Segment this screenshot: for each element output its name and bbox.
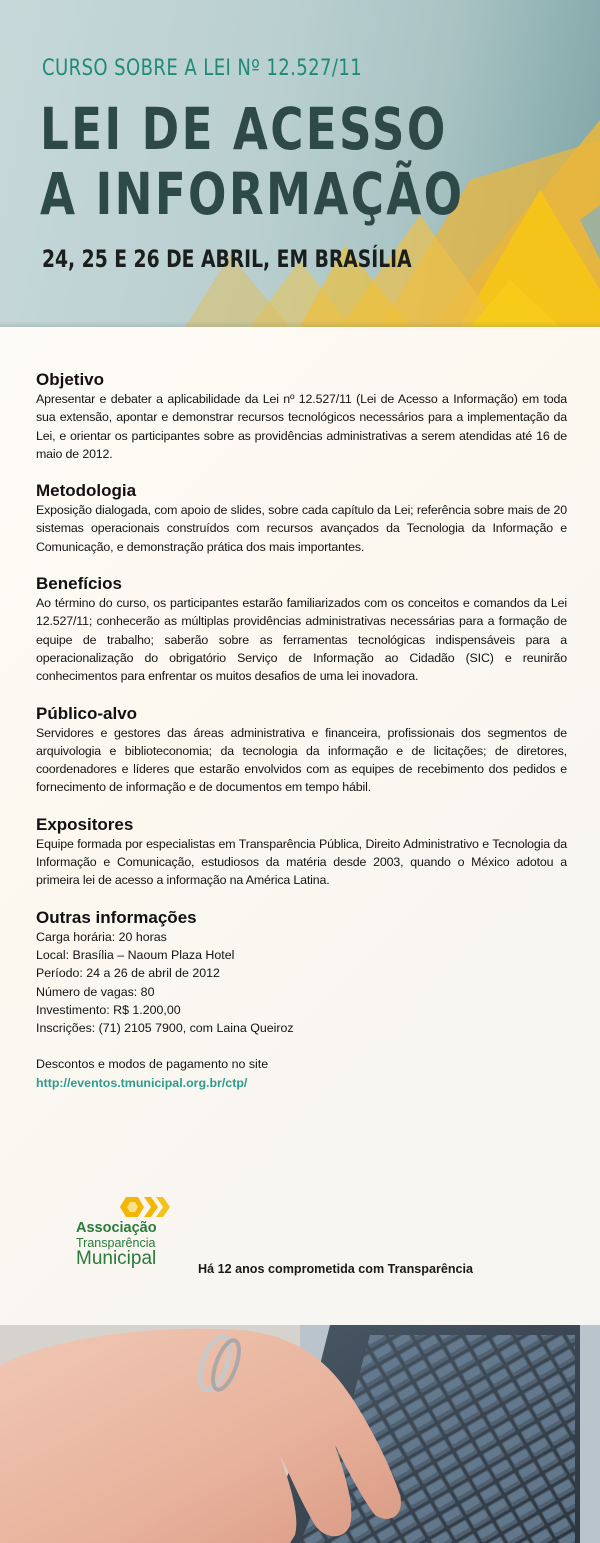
course-details (36, 370, 567, 1110)
chevron-arrows-logo-icon (120, 1196, 172, 1218)
info-location: Local: Brasília – Naoum Plaza Hotel (36, 947, 235, 962)
section-heading: Público-alvo (36, 703, 138, 723)
logo-text-line-3: Municipal (76, 1248, 157, 1269)
section-metodologia (36, 481, 567, 556)
page-title-line-1: LEI DE ACESSO (40, 95, 448, 163)
hand-typing-on-keyboard-photo (0, 1325, 600, 1543)
tagline: Há 12 anos comprometida com Transparência (198, 1262, 474, 1276)
section-body: Exposição dialogada, com apoio de slides, sobre cada capítulo da Lei; referência sobre mais de 20 sistemas operacionais construídos com recursos avançados da Tecnologia da Informação e Comunicação, e demonstração prática dos mais importantes. (36, 503, 567, 554)
section-heading: Objetivo (36, 370, 105, 389)
info-registration: Inscrições: (71) 2105 7900, com Laina Queiroz (36, 1021, 294, 1036)
event-date: 24, 25 E 26 DE ABRIL, EM BRASÍLIA (42, 245, 412, 273)
info-price: Investimento: R$ 1.200,00 (36, 1002, 181, 1017)
logo-text-line-1: Associação (76, 1220, 157, 1236)
info-period: Período: 24 a 26 de abril de 2012 (36, 966, 220, 981)
section-body: Servidores e gestores das áreas administrativa e financeira, profissionais dos segmentos de arquivologia e biblioteconomia; da tecnologia da informação e de licitações; de diretores, coordenadores e líderes que estarão envolvidos com as equipes de recebimento dos pedidos e fornecimento de informação e de documentos em tempo hábil. (36, 725, 567, 795)
info-list (36, 928, 567, 1038)
photo-illustration (0, 1325, 600, 1543)
payment-link[interactable]: http://eventos.tmunicipal.org.br/ctp/ (36, 1075, 248, 1090)
section-expositores (36, 815, 567, 890)
section-publico-alvo (36, 704, 567, 797)
section-body: Equipe formada por especialistas em Transparência Pública, Direito Administrativo e Tecnologia da Informação e Comunicação, estudiosos da matéria desde 2003, quando o México adotou a primeira lei de acesso a informação na América Latina. (36, 836, 567, 888)
page-title-line-2: A INFORMAÇÃO (40, 160, 465, 228)
payment-info (36, 1055, 567, 1092)
info-seats: Número de vagas: 80 (36, 984, 155, 999)
section-heading: Metodologia (36, 481, 137, 501)
header-divider (0, 321, 600, 327)
section-objetivo (36, 370, 567, 463)
logo-associacao-transparencia-municipal (76, 1196, 186, 1276)
section-heading: Outras informações (36, 907, 197, 927)
section-beneficios (36, 574, 567, 685)
info-workload: Carga horária: 20 horas (36, 929, 167, 944)
section-body: Ao término do curso, os participantes estarão familiarizados com os conceitos e comandos da Lei 12.527/11; conhecerão as múltiplas providências administrativas necessárias para a formação de equipe de trabalho; saberão sobre as ferramentas tecnológicas indispensáveis para a operacionalização do obrigatório Serviço de Informação ao Cidadão (SIC) e reunirão conhecimentos para enfrentar os muitos desafios de uma lei inovadora. (36, 596, 567, 684)
logo-text-line-2: Transparência (76, 1236, 156, 1250)
section-outras-informacoes (36, 908, 567, 1092)
course-subtitle: CURSO SOBRE A LEI Nº 12.527/11 (42, 56, 363, 81)
section-heading: Benefícios (36, 574, 122, 594)
payment-note: Descontos e modos de pagamento no site (36, 1057, 269, 1072)
section-body: Apresentar e debater a aplicabilidade da Lei nº 12.527/11 (Lei de Acesso a Informação) em toda sua extensão, apontar e demonstrar recursos tecnológicos necessários para a implementação da Lei, e orientar os participantes sobre as providências administrativas a serem atendidas até 16 de maio de 2012. (36, 392, 567, 461)
section-heading: Expositores (36, 814, 134, 834)
header-banner (0, 0, 600, 327)
